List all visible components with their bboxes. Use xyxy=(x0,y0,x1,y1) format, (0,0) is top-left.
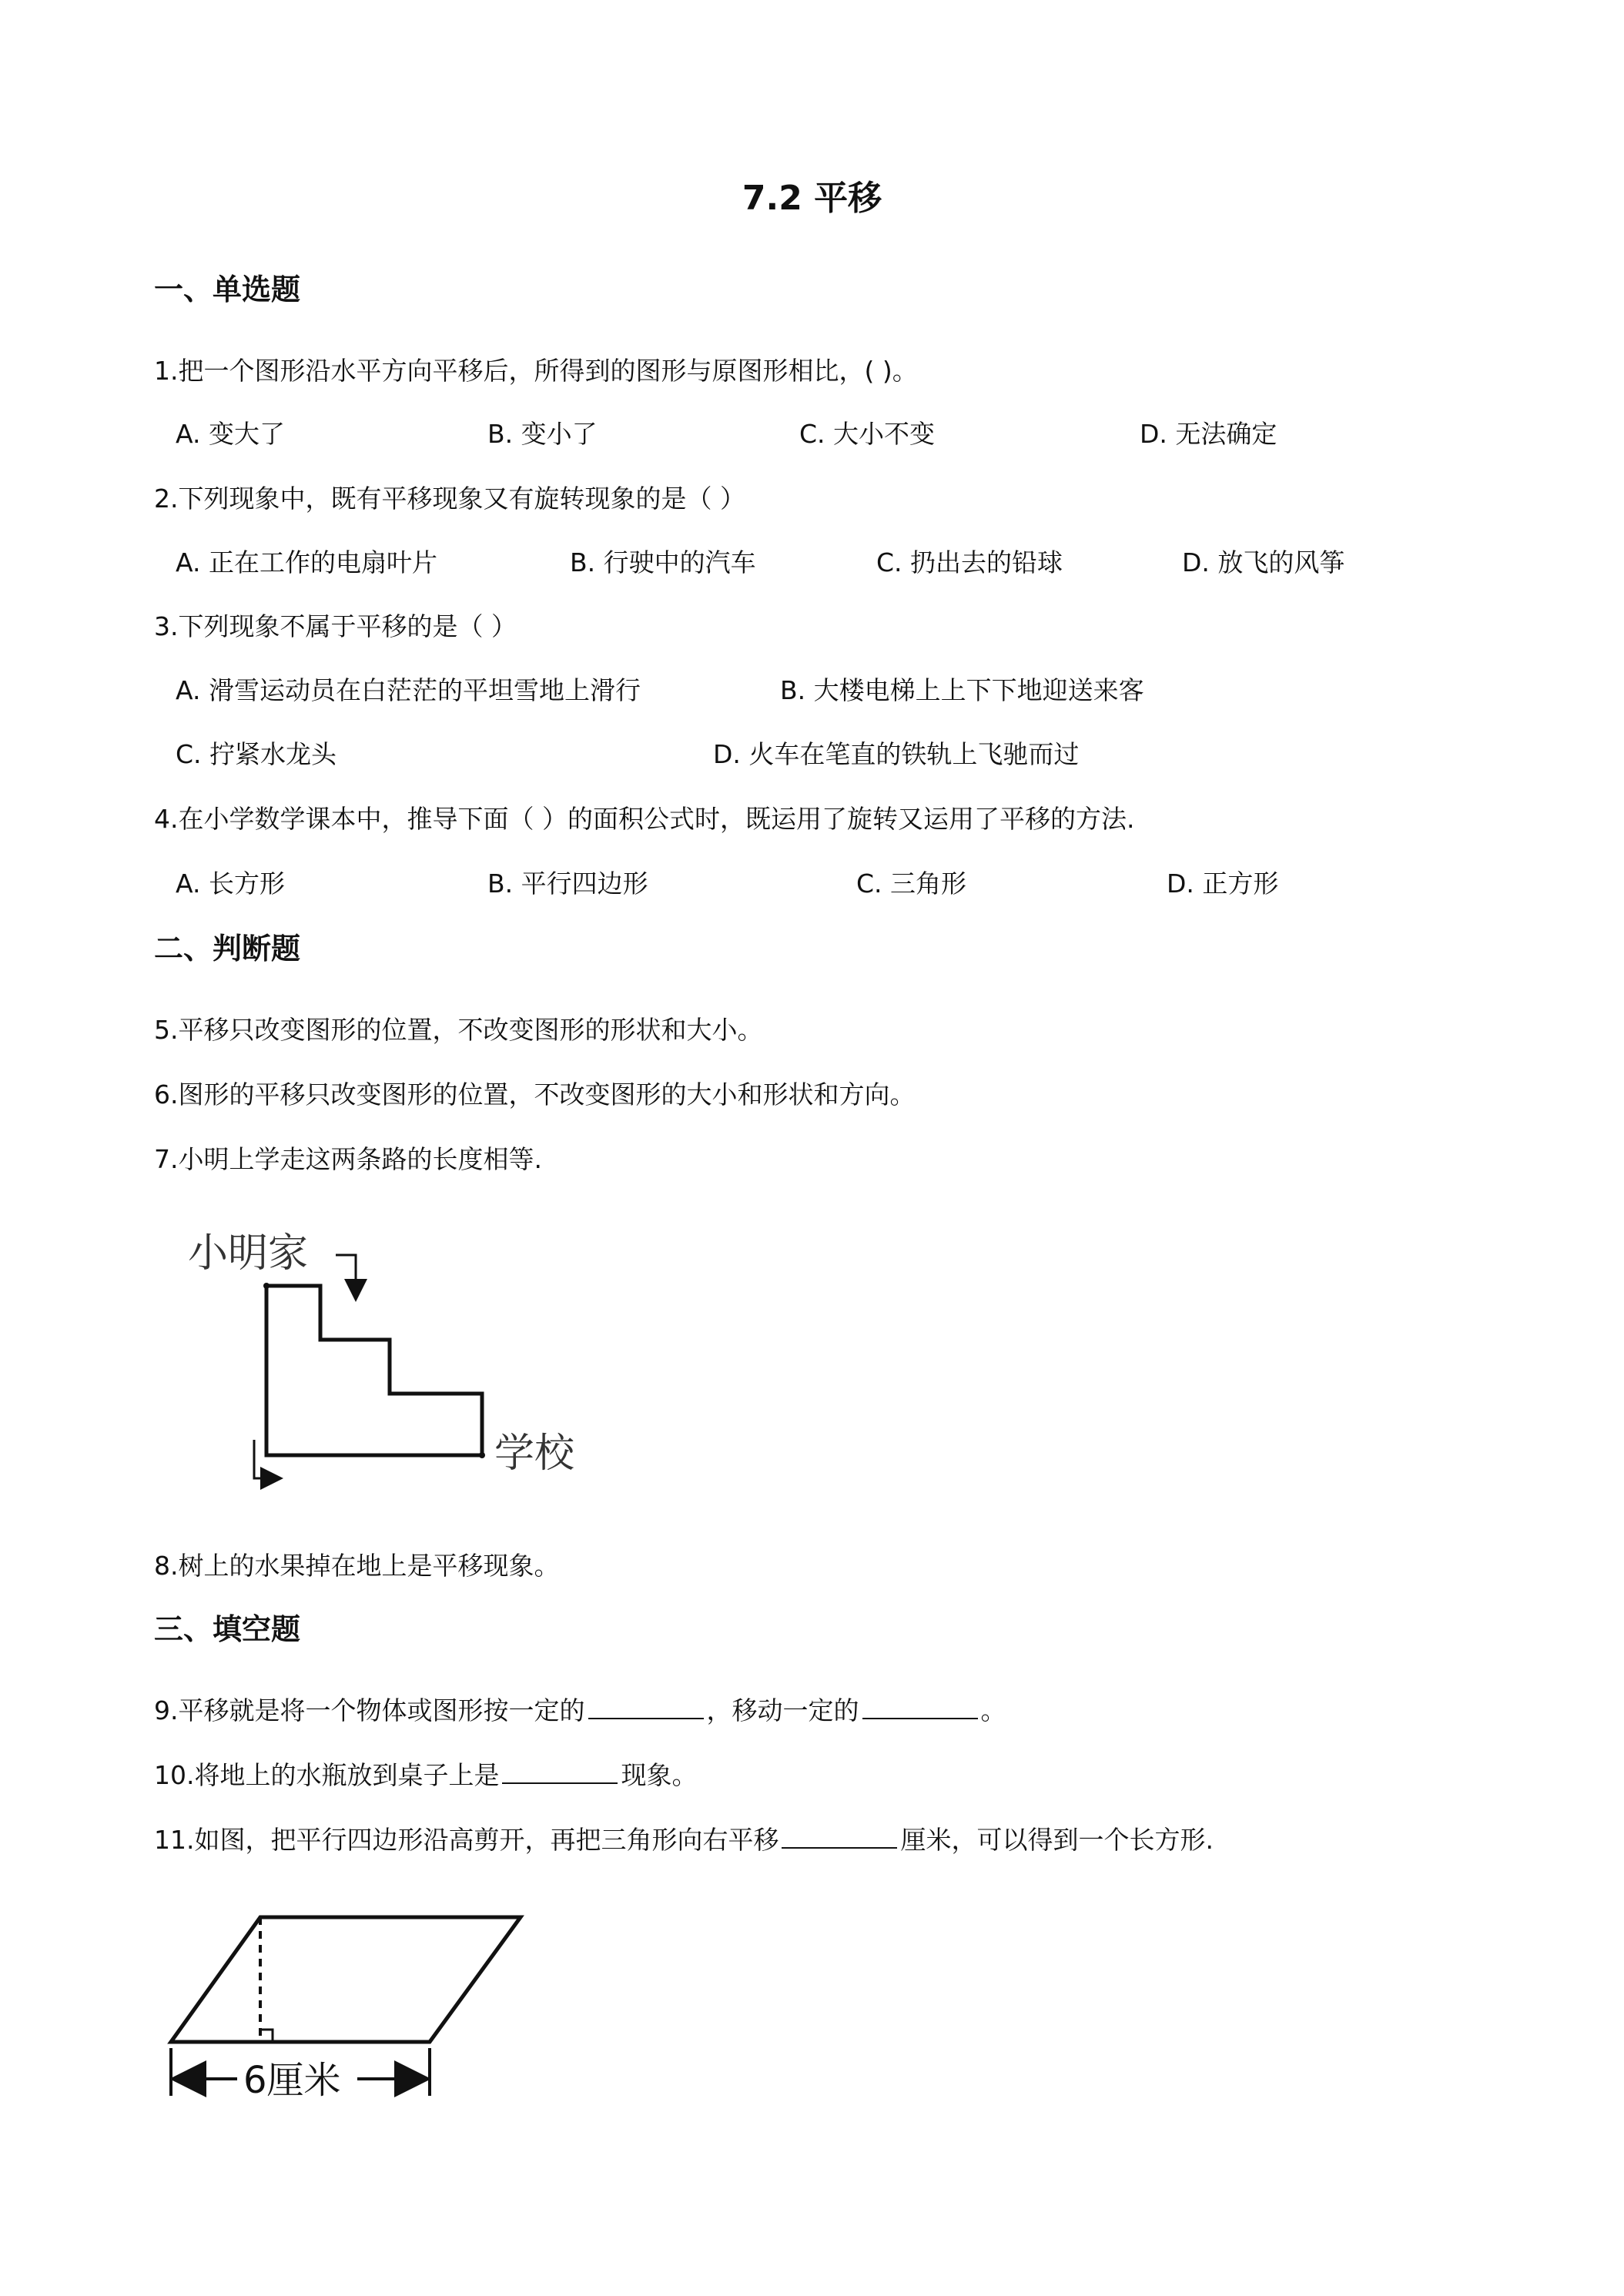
q4-option-c[interactable]: C. 三角形 xyxy=(856,869,967,899)
question-9 xyxy=(154,1692,1006,1729)
q9-blank-1[interactable] xyxy=(588,1695,704,1719)
section-heading-fill-blank: 三、填空题 xyxy=(154,1612,301,1646)
question-4: 4.在小学数学课本中，推导下面（ ）的面积公式时，既运用了旋转又运用了平移的方法. xyxy=(154,804,1135,834)
question-1: 1.把一个图形沿水平方向平移后，所得到的图形与原图形相比，( )。 xyxy=(154,356,918,386)
q3-option-d[interactable]: D. 火车在笔直的铁轨上飞驰而过 xyxy=(713,739,1080,769)
question-2: 2.下列现象中，既有平移现象又有旋转现象的是（ ） xyxy=(154,484,745,514)
q9-text-3: 。 xyxy=(980,1695,1006,1725)
parallelogram-figure xyxy=(154,1902,539,2110)
q4-option-d[interactable]: D. 正方形 xyxy=(1167,869,1279,899)
q2-option-d[interactable]: D. 放飞的风筝 xyxy=(1182,547,1345,577)
arrow-down-icon xyxy=(336,1255,356,1297)
q11-text-1: 11.如图，把平行四边形沿高剪开，再把三角形向右平移 xyxy=(154,1825,779,1855)
parallelogram-diagram xyxy=(154,1902,539,2110)
q1-option-b[interactable]: B. 变小了 xyxy=(487,419,598,449)
route-diagram xyxy=(177,1220,608,1505)
q10-text-1: 10.将地上的水瓶放到桌子上是 xyxy=(154,1760,500,1790)
question-10 xyxy=(154,1757,697,1794)
school-point xyxy=(479,1452,485,1458)
home-label: 小明家 xyxy=(188,1230,309,1277)
l-route-line xyxy=(266,1286,482,1455)
q11-blank[interactable] xyxy=(782,1824,897,1849)
q3-option-a[interactable]: A. 滑雪运动员在白茫茫的平坦雪地上滑行 xyxy=(176,675,641,705)
q2-option-b[interactable]: B. 行驶中的汽车 xyxy=(570,547,756,577)
q9-text-1: 9.平移就是将一个物体或图形按一定的 xyxy=(154,1695,585,1725)
school-label: 学校 xyxy=(494,1431,575,1477)
section-heading-single-choice: 一、单选题 xyxy=(154,273,301,306)
q1-option-a[interactable]: A. 变大了 xyxy=(176,419,285,449)
home-point xyxy=(263,1283,270,1289)
question-3: 3.下列现象不属于平移的是（ ） xyxy=(154,611,517,641)
q9-text-2: ，移动一定的 xyxy=(706,1695,859,1725)
question-8: 8.树上的水果掉在地上是平移现象。 xyxy=(154,1551,560,1581)
q3-option-b[interactable]: B. 大楼电梯上上下下地迎送来客 xyxy=(780,675,1144,705)
page-title: 7.2 平移 xyxy=(742,179,882,218)
base-length-label: 6厘米 xyxy=(243,2059,341,2102)
q1-option-d[interactable]: D. 无法确定 xyxy=(1140,419,1277,449)
q11-text-2: 厘米，可以得到一个长方形. xyxy=(900,1825,1214,1855)
q2-option-a[interactable]: A. 正在工作的电扇叶片 xyxy=(176,547,437,577)
q10-blank[interactable] xyxy=(502,1759,618,1784)
section-heading-true-false: 二、判断题 xyxy=(154,932,301,966)
parallelogram-shape xyxy=(171,1917,521,2042)
q4-option-b[interactable]: B. 平行四边形 xyxy=(487,869,648,899)
question-11 xyxy=(154,1822,1214,1859)
q3-option-c[interactable]: C. 拧紧水龙头 xyxy=(176,739,337,769)
question-7: 7.小明上学走这两条路的长度相等. xyxy=(154,1144,542,1174)
q9-blank-2[interactable] xyxy=(862,1695,978,1719)
q10-text-2: 现象。 xyxy=(621,1760,698,1790)
q2-option-c[interactable]: C. 扔出去的铅球 xyxy=(876,547,1063,577)
route-figure xyxy=(177,1220,608,1505)
stair-route-line xyxy=(266,1286,482,1455)
q1-option-c[interactable]: C. 大小不变 xyxy=(799,419,936,449)
question-5: 5.平移只改变图形的位置，不改变图形的形状和大小。 xyxy=(154,1015,763,1045)
question-6: 6.图形的平移只改变图形的位置，不改变图形的大小和形状和方向。 xyxy=(154,1079,916,1110)
q4-option-a[interactable]: A. 长方形 xyxy=(176,869,285,899)
